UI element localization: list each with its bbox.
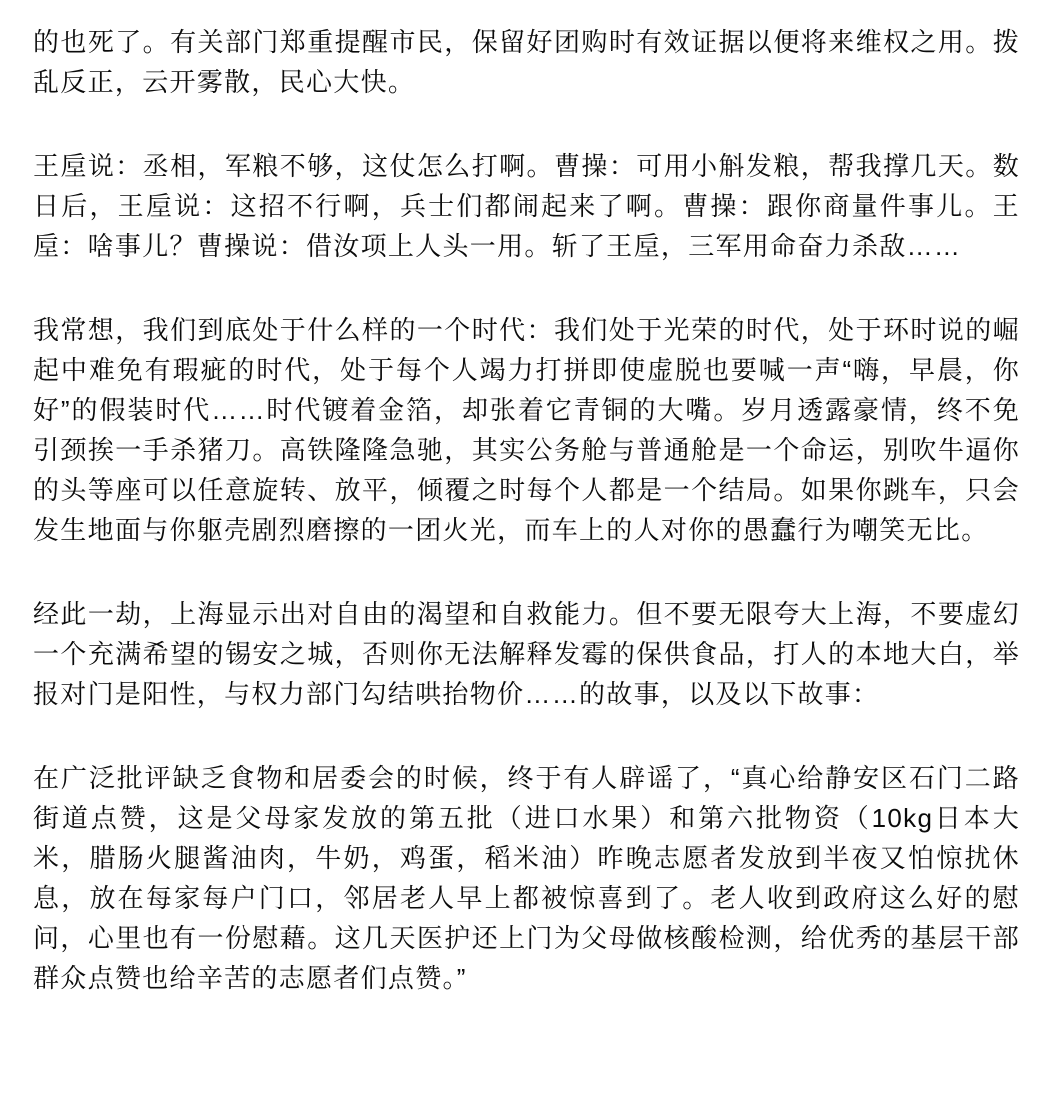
article-paragraph: 王垕说：丞相，军粮不够，这仗怎么打啊。曹操：可用小斛发粮，帮我撑几天。数日后，王垕说：这招不行啊，兵士们都闹起来了啊。曹操：跟你商量件事儿。王垕：啥事儿？曹操说：借汝项上人头一用。斩了王垕，三军用命奋力杀敌…… [33,151,1020,261]
article-paragraph: 我常想，我们到底处于什么样的一个时代：我们处于光荣的时代，处于环时说的崛起中难免有瑕疵的时代，处于每个人竭力打拼即使虚脱也要喊一声“嗨，早晨，你好”的假装时代……时代镀着金箔，却张着它青铜的大嘴。岁月透露豪情，终不免引颈挨一手杀猪刀。高铁隆隆急驰，其实公务舱与普通舱是一个命运，别吹牛逼你的头等座可以任意旋转、放平，倾覆之时每个人都是一个结局。如果你跳车，只会发生地面与你躯壳剧烈磨擦的一团火光，而车上的人对你的愚蠢行为嘲笑无比。 [33,315,1020,545]
article-paragraph: 经此一劫，上海显示出对自由的渴望和自救能力。但不要无限夸大上海，不要虚幻一个充满希望的锡安之城，否则你无法解释发霉的保供食品，打人的本地大白，举报对门是阳性，与权力部门勾结哄抬物价……的故事，以及以下故事： [33,599,1020,709]
article-paragraph: 在广泛批评缺乏食物和居委会的时候，终于有人辟谣了，“真心给静安区石门二路街道点赞，这是父母家发放的第五批（进口水果）和第六批物资（10kg日本大米，腊肠火腿酱油肉，牛奶，鸡蛋，稻米油）昨晚志愿者发放到半夜又怕惊扰休息，放在每家每户门口，邻居老人早上都被惊喜到了。老人收到政府这么好的慰问，心里也有一份慰藉。这几天医护还上门为父母做核酸检测，给优秀的基层干部群众点赞也给辛苦的志愿者们点赞。” [33,763,1020,993]
article-paragraph: 的也死了。有关部门郑重提醒市民，保留好团购时有效证据以便将来维权之用。拨乱反正，云开雾散，民心大快。 [33,27,1020,97]
